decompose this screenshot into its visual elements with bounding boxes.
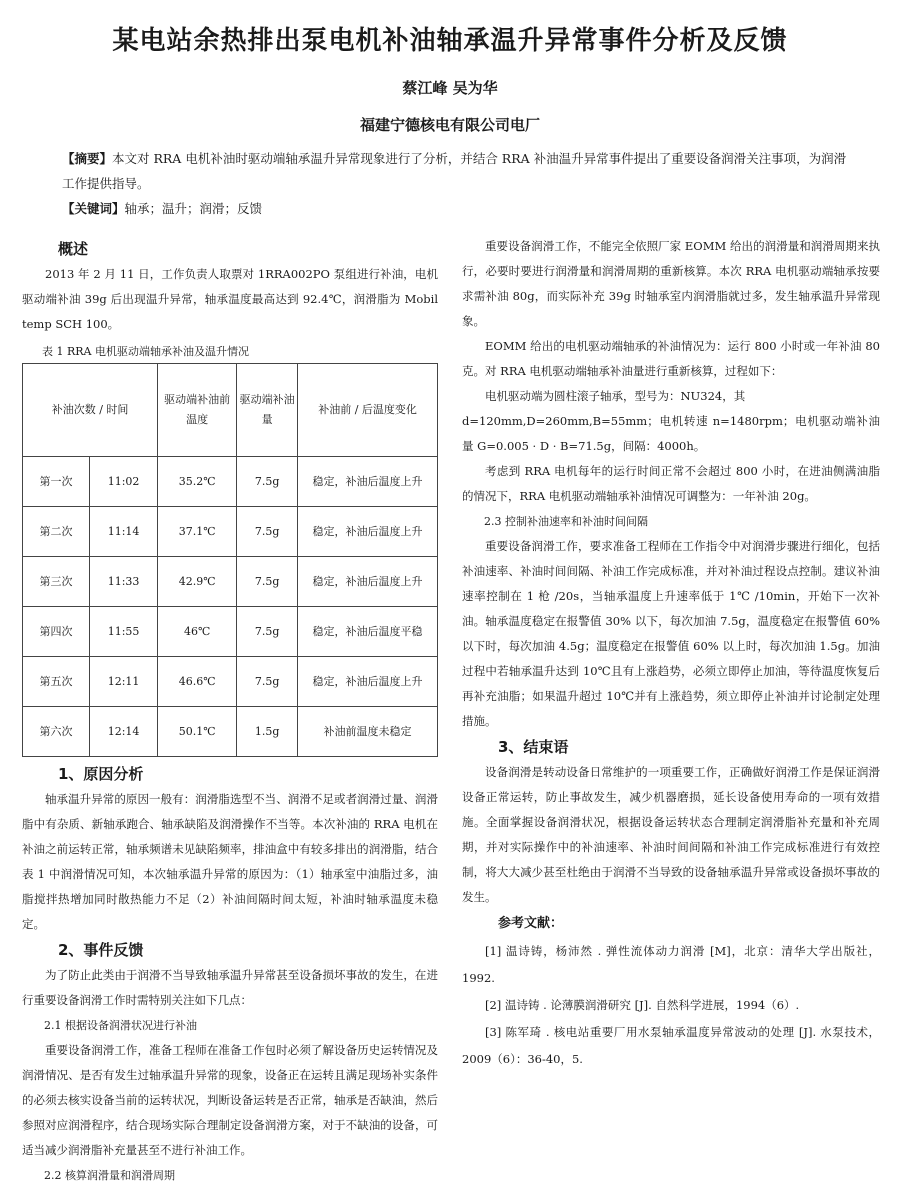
subsection-2-1-heading: 2.1 根据设备润滑状况进行补油 [44, 1019, 197, 1032]
table-caption: 表 1 RRA 电机驱动端轴承补油及温升情况 [42, 345, 249, 358]
paper-authors: 蔡江峰 吴为华 [402, 79, 498, 97]
right-paragraph-4: d=120mm,D=260mm,B=55mm；电机转速 n=1480rpm；电机驱动端补油量 G=0.005 · D · B=71.5g，间隔：4000h。 [462, 414, 880, 453]
table-cell: 第五次 [23, 657, 90, 707]
reference-item: [1] 温诗铸，杨沛然 . 弹性流体动力润滑 [M]，北京：清华大学出版社，1992. [462, 944, 880, 985]
paper-affiliation: 福建宁德核电有限公司电厂 [359, 116, 540, 134]
table-cell: 7.5g [237, 607, 298, 657]
right-column [462, 234, 880, 1073]
table-cell: 第二次 [23, 507, 90, 557]
section-1-heading: 1、原因分析 [58, 765, 144, 783]
paper-title: 某电站余热排出泵电机补油轴承温升异常事件分析及反馈 [112, 26, 788, 56]
subsection-2-3-heading: 2.3 控制补油速率和补油时间间隔 [484, 515, 648, 528]
abstract-text: 本文对 RRA 电机补油时驱动端轴承温升异常现象进行了分析，并结合 RRA 补油温升异常事件提出了重要设备润滑关注事项，为润滑工作提供指导。 [62, 151, 847, 191]
table-cell: 11:14 [90, 507, 158, 557]
table-header-cell: 驱动端补油前温度 [158, 364, 237, 457]
table-row [23, 607, 438, 657]
reference-item: [3] 陈军琦 . 核电站重要厂用水泵轴承温度异常波动的处理 [J]. 水泵技术，2009（6）：36-40，5. [462, 1025, 880, 1066]
table-cell: 11:33 [90, 557, 158, 607]
right-paragraph-3: 电机驱动端为圆柱滚子轴承，型号为：NU324，其 [485, 389, 746, 403]
table-row [23, 707, 438, 757]
table-cell: 第四次 [23, 607, 90, 657]
table-cell: 稳定，补油后温度上升 [298, 557, 438, 607]
table-cell: 11:02 [90, 457, 158, 507]
table-header-row [23, 364, 438, 457]
section-1-paragraph: 轴承温升异常的原因一般有：润滑脂选型不当、润滑不足或者润滑过量、润滑脂中有杂质、新轴承跑合、轴承缺陷及润滑操作不当等。本次补油的 RRA 电机在补油之前运转正常，轴承频谱未见缺陷频率，排油盒中有较多排出的润滑脂，结合表 1 中润滑情况可知，本次轴承温升异常的原因为：（1）轴承室中油脂过多，油脂搅拌热增加同时散热能力不足（2）补油间隔时间太短，补油时轴承温度未稳定。 [22, 792, 438, 931]
table-cell: 稳定，补油后温度上升 [298, 507, 438, 557]
table-cell: 7.5g [237, 657, 298, 707]
subsection-2-3-paragraph: 重要设备润滑工作，要求准备工程师在工作指令中对润滑步骤进行细化，包括补油速率、补油时间间隔、补油工作完成标准，并对补油过程设点控制。建议补油速率控制在 1 枪 /20s，当轴承温度上升速率低于 1℃ /10min，开始下一次补油。轴承温度稳定在报警值 30% 以下，每次加油 7.5g，温度稳定在报警值 60% 以下时，每次加油 4.5g；温度稳定在报警值 60% 以上时，每次加油 1.5g。加油过程中若轴承温升达到 10℃且有上涨趋势，必须立即停止加油，等待温度恢复后再补充油脂；如果温升超过 10℃并有上涨趋势，须立即停止补油并讨论制定处理措施。 [462, 539, 880, 728]
abstract-paragraph [62, 146, 852, 196]
table-cell: 补油前温度未稳定 [298, 707, 438, 757]
table-cell: 37.1℃ [158, 507, 237, 557]
table-cell: 50.1℃ [158, 707, 237, 757]
section-2-heading: 2、事件反馈 [58, 941, 144, 959]
table-row [23, 457, 438, 507]
table-row [23, 507, 438, 557]
table-cell: 11:55 [90, 607, 158, 657]
table-row [23, 657, 438, 707]
table-cell: 稳定，补油后温度上升 [298, 657, 438, 707]
table-row [23, 557, 438, 607]
table-cell: 46℃ [158, 607, 237, 657]
table-cell: 稳定，补油后温度上升 [298, 457, 438, 507]
table-cell: 第一次 [23, 457, 90, 507]
table-cell: 7.5g [237, 457, 298, 507]
abstract-label: 【摘要】 [62, 151, 113, 166]
table-header-cell: 补油前 / 后温度变化 [298, 364, 438, 457]
table-cell: 7.5g [237, 557, 298, 607]
table-header-cell: 补油次数 / 时间 [23, 364, 158, 457]
table-cell: 12:14 [90, 707, 158, 757]
table-cell: 46.6℃ [158, 657, 237, 707]
overview-paragraph: 2013 年 2 月 11 日，工作负责人取票对 1RRA002PO 泵组进行补油，电机驱动端补油 39g 后出现温升异常，轴承温度最高达到 92.4℃，润滑脂为 Mobil temp SCH 100。 [22, 267, 438, 331]
table-cell: 7.5g [237, 507, 298, 557]
right-paragraph-2: EOMM 给出的电机驱动端轴承的补油情况为：运行 800 小时或一年补油 80 克。对 RRA 电机驱动端轴承补油量进行重新核算，过程如下： [462, 339, 880, 378]
right-paragraph-1: 重要设备润滑工作，不能完全依照厂家 EOMM 给出的润滑量和润滑周期来执行，必要时要进行润滑量和润滑周期的重新核算。本次 RRA 电机驱动端轴承按要求需补油 80g，而实际补充 39g 时轴承室内润滑脂就过多，发生轴承温升异常现象。 [462, 239, 880, 328]
section-3-heading: 3、结束语 [498, 738, 569, 756]
table-cell: 稳定，补油后温度平稳 [298, 607, 438, 657]
table-cell: 12:11 [90, 657, 158, 707]
references-heading: 参考文献： [498, 916, 564, 931]
keywords-paragraph [62, 196, 852, 221]
table-cell: 42.9℃ [158, 557, 237, 607]
table-header-cell: 驱动端补油量 [237, 364, 298, 457]
table-cell: 35.2℃ [158, 457, 237, 507]
subsection-2-2-heading: 2.2 核算润滑量和润滑周期 [44, 1169, 175, 1182]
keywords-label: 【关键词】 [62, 201, 125, 216]
reference-item: [2] 温诗铸 . 论薄膜润滑研究 [J]. 自然科学进展，1994（6）. [485, 998, 800, 1012]
left-column [22, 236, 438, 1188]
abstract-block [62, 146, 852, 221]
table-cell: 第三次 [23, 557, 90, 607]
section-2-paragraph: 为了防止此类由于润滑不当导致轴承温升异常甚至设备损坏事故的发生，在进行重要设备润滑工作时需特别关注如下几点： [22, 968, 438, 1007]
keywords-text: 轴承；温升；润滑；反馈 [124, 201, 263, 216]
table-cell: 第六次 [23, 707, 90, 757]
subsection-2-1-paragraph: 重要设备润滑工作，准备工程师在准备工作包时必须了解设备历史运转情况及润滑情况、是否有发生过轴承温升异常的现象，设备正在运转且满足现场补实条件的必须去核实设备当前的运转状况，判断设备运转是否正常，轴承是否缺油，然后参照对应润滑程序，结合现场实际合理制定设备润滑方案，对于不缺油的设备，可适当减少润滑脂补充量甚至不进行补油工作。 [22, 1043, 438, 1157]
table-cell: 1.5g [237, 707, 298, 757]
lubrication-table [22, 363, 438, 757]
overview-heading: 概述 [58, 240, 89, 258]
section-3-paragraph: 设备润滑是转动设备日常维护的一项重要工作，正确做好润滑工作是保证润滑设备正常运转，防止事故发生，减少机器磨损，延长设备使用寿命的一项有效措施。全面掌握设备润滑状况，根据设备运转状态合理制定润滑脂补充量和补充周期，并对实际操作中的补油速率、补油时间间隔和补油工作完成标准进行有效控制，将大大减少甚至杜绝由于润滑不当导致的设备轴承温升异常或设备损坏事故的发生。 [462, 765, 880, 904]
right-paragraph-5: 考虑到 RRA 电机每年的运行时间正常不会超过 800 小时，在进油侧满油脂的情况下，RRA 电机驱动端轴承补油情况可调整为：一年补油 20g。 [462, 464, 880, 503]
